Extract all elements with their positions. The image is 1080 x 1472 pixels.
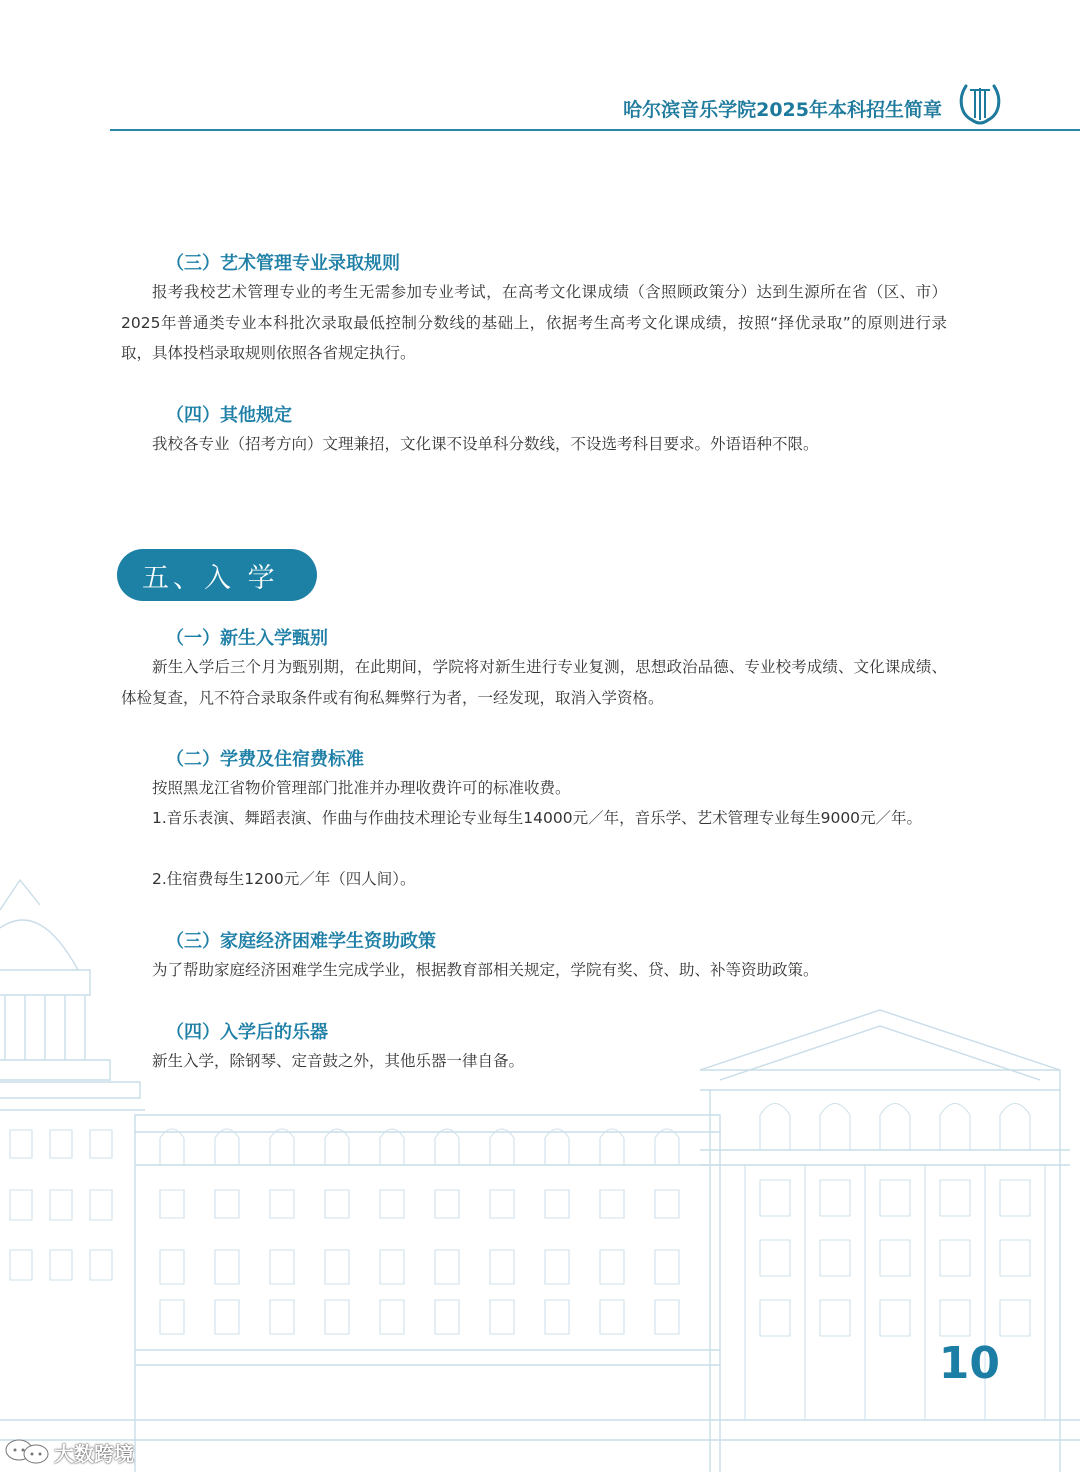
section-title-art-management: （三）艺术管理专业录取规则 <box>166 253 400 274</box>
section-title-financial-aid: （三）家庭经济困难学生资助政策 <box>166 931 436 952</box>
paragraph-tuition-intro: 按照黑龙江省物价管理部门批准并办理收费许可的标准收费。 <box>152 779 571 797</box>
paragraph-enrollment-screening: 新生入学后三个月为甄别期，在此期间，学院将对新生进行专业复测，思想政治品德、专业校考成绩、文化课成绩、体检复查，凡不符合录取条件或有徇私舞弊行为者，一经发现，取消入学资格。 <box>121 658 947 707</box>
paragraph-other-rules: 我校各专业（招考方向）文理兼招，文化课不设单科分数线，不设选考科目要求。外语语种不限。 <box>152 435 819 453</box>
paragraph-tuition-item-2: 2.住宿费每生1200元／年（四人间）。 <box>152 870 416 888</box>
section-title-tuition-fees: （二）学费及住宿费标准 <box>166 749 364 770</box>
building-illustration <box>0 820 1080 1472</box>
chapter-heading-text: 五、入 学 <box>142 563 279 594</box>
header-title: 哈尔滨音乐学院2025年本科招生简章 <box>623 99 942 121</box>
paragraph-financial-aid: 为了帮助家庭经济困难学生完成学业，根据教育部相关规定，学院有奖、贷、助、补等资助政策。 <box>152 961 819 979</box>
watermark-text: 大数跨境 <box>54 1442 134 1466</box>
page-number: 10 <box>938 1338 1000 1389</box>
header-divider <box>110 129 1080 131</box>
paragraph-tuition-item-1: 1.音乐表演、舞蹈表演、作曲与作曲技术理论专业每生14000元／年，音乐学、艺术管理专业每生9000元／年。 <box>152 809 923 827</box>
chapter-heading <box>117 549 317 601</box>
lyre-icon <box>956 80 1004 130</box>
paragraph-art-management: 报考我校艺术管理专业的考生无需参加专业考试，在高考文化课成绩（含照顾政策分）达到生源所在省（区、市）2025年普通类专业本科批次录取最低控制分数线的基础上，依据考生高考文化课成绩，按照“择优录取”的原则进行录取，具体投档录取规则依照各省规定执行。 <box>121 283 947 362</box>
watermark <box>4 1436 154 1468</box>
section-title-instruments: （四）入学后的乐器 <box>166 1022 328 1043</box>
chat-bubble-icon <box>4 1438 50 1466</box>
paragraph-instruments: 新生入学，除钢琴、定音鼓之外，其他乐器一律自备。 <box>152 1052 525 1070</box>
section-title-enrollment-screening: （一）新生入学甄别 <box>166 628 328 649</box>
section-title-other-rules: （四）其他规定 <box>166 405 292 426</box>
